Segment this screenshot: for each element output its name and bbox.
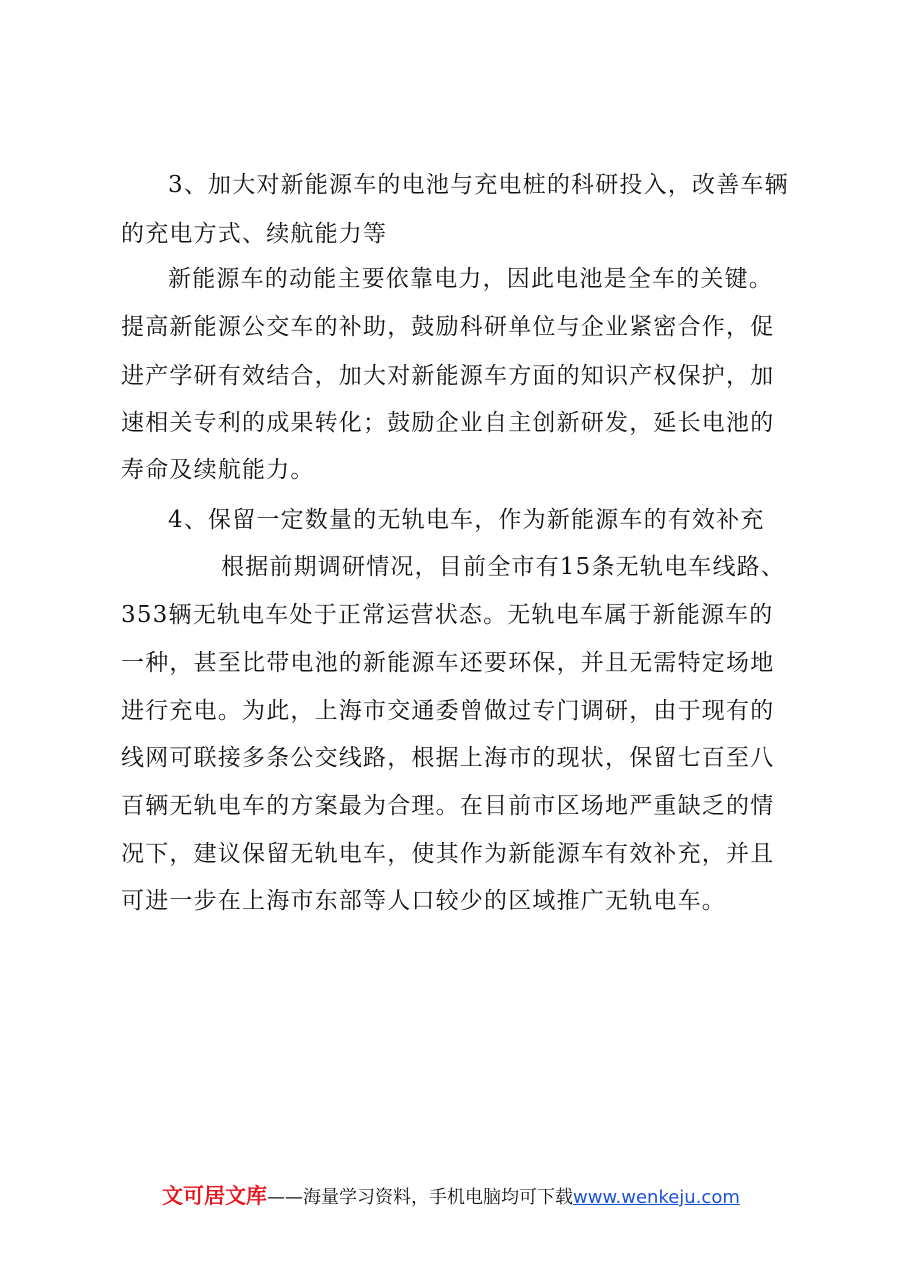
text-line: 的充电方式、续航能力等 — [121, 221, 388, 247]
text-line: 新能源车的动能主要依靠电力，因此电池是全车的关键。 — [168, 266, 773, 292]
text-line: 进行充电。为此，上海市交通委曾做过专门调研，由于现有的 — [121, 698, 775, 724]
text-line: 百辆无轨电车的方案最为合理。在目前市区场地严重缺乏的情 — [121, 793, 775, 819]
text-line: 提高新能源公交车的补助，鼓励科研单位与企业紧密合作，促 — [121, 314, 775, 340]
text-line: 3、加大对新能源车的电池与充电桩的科研投入，改善车辆 — [168, 172, 789, 198]
footer-brand: 文可居文库 — [162, 1184, 267, 1208]
text-line: 寿命及续航能力。 — [121, 457, 315, 483]
text-line: 可进一步在上海市东部等人口较少的区域推广无轨电车。 — [121, 888, 726, 914]
footer-url-link[interactable]: www.wenkeju.com — [573, 1187, 740, 1208]
text-line: 353辆无轨电车处于正常运营状态。无轨电车属于新能源车的 — [121, 602, 774, 628]
text-line: 速相关专利的成果转化；鼓励企业自主创新研发，延长电池的 — [121, 410, 775, 436]
page-footer — [162, 1182, 740, 1212]
text-line: 一种，甚至比带电池的新能源车还要环保，并且无需特定场地 — [121, 650, 775, 676]
text-line: 进产学研有效结合，加大对新能源车方面的知识产权保护，加 — [121, 363, 775, 389]
text-line: 线网可联接多条公交线路，根据上海市的现状，保留七百至八 — [121, 745, 775, 771]
text-line: 况下，建议保留无轨电车，使其作为新能源车有效补充，并且 — [121, 841, 775, 867]
footer-tagline: ——海量学习资料，手机电脑均可下载 — [267, 1187, 573, 1208]
text-line: 根据前期调研情况，目前全市有15条无轨电车线路、 — [221, 554, 786, 580]
text-line: 4、保留一定数量的无轨电车，作为新能源车的有效补充 — [168, 507, 765, 533]
